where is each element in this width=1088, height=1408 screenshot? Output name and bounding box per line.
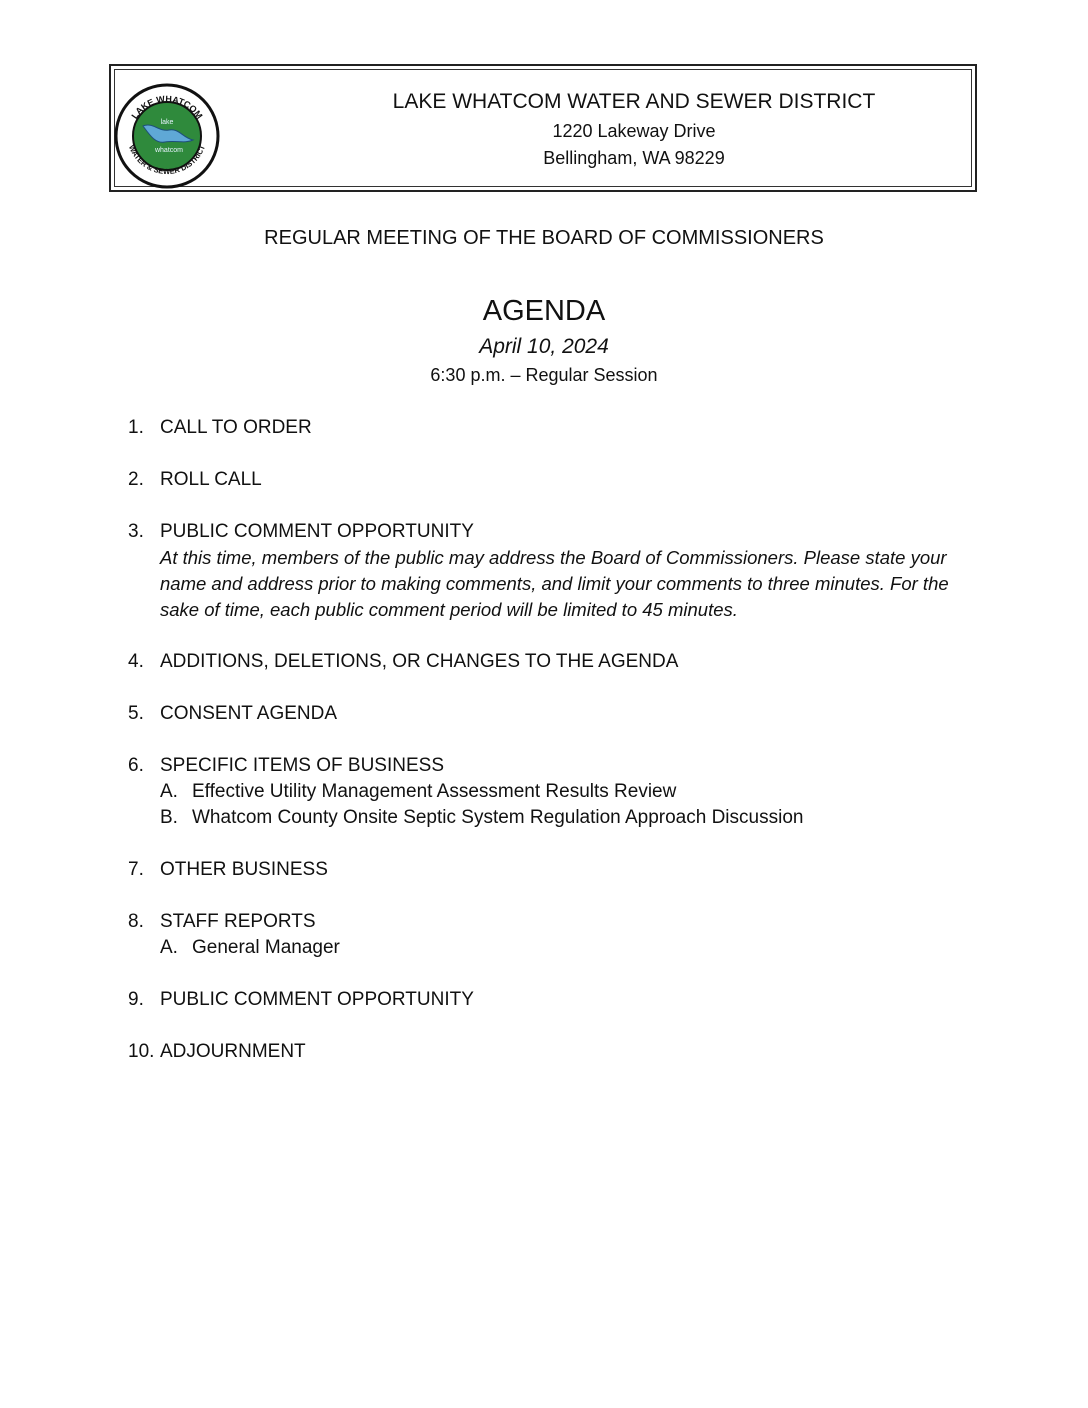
item-label: OTHER BUSINESS bbox=[160, 859, 328, 880]
agenda-item bbox=[128, 649, 958, 675]
item-number: 4. bbox=[128, 651, 144, 672]
item-number: 10. bbox=[128, 1041, 155, 1062]
item-label: ADDITIONS, DELETIONS, OR CHANGES TO THE AGENDA bbox=[160, 651, 679, 672]
sub-item bbox=[128, 935, 958, 961]
item-label: CALL TO ORDER bbox=[160, 417, 312, 438]
district-logo bbox=[113, 82, 221, 190]
item-label: ADJOURNMENT bbox=[160, 1041, 306, 1062]
agenda-item bbox=[128, 467, 958, 493]
public-comment-note: At this time, members of the public may address the Board of Commissioners. Please state your name and address prior to making comments, and limit your comments to three minutes. For the sake of time, each public comment period will be limited to 45 minutes. bbox=[160, 547, 949, 620]
meeting-title: REGULAR MEETING OF THE BOARD OF COMMISSIONERS bbox=[264, 227, 824, 249]
agenda-item bbox=[128, 701, 958, 727]
agenda-item bbox=[128, 753, 958, 831]
agenda-item bbox=[128, 909, 958, 961]
svg-text:whatcom: whatcom bbox=[154, 147, 184, 154]
agenda-title: AGENDA bbox=[482, 295, 606, 327]
item-number: 7. bbox=[128, 859, 144, 880]
sub-item-label: Whatcom County Onsite Septic System Regulation Approach Discussion bbox=[192, 807, 804, 828]
agenda-item bbox=[128, 857, 958, 883]
sub-item-label: General Manager bbox=[192, 937, 340, 958]
item-label: ROLL CALL bbox=[160, 469, 262, 490]
agenda-item bbox=[128, 519, 958, 623]
sub-item bbox=[128, 805, 958, 831]
sub-item-letter: A. bbox=[160, 937, 178, 958]
agenda-date: April 10, 2024 bbox=[479, 335, 609, 358]
svg-text:lake: lake bbox=[160, 119, 174, 126]
agenda-session: 6:30 p.m. – Regular Session bbox=[430, 365, 658, 385]
item-label: PUBLIC COMMENT OPPORTUNITY bbox=[160, 521, 474, 542]
org-name: LAKE WHATCOM WATER AND SEWER DISTRICT bbox=[392, 90, 876, 113]
item-label: SPECIFIC ITEMS OF BUSINESS bbox=[160, 755, 444, 776]
item-number: 1. bbox=[128, 417, 144, 438]
agenda-item bbox=[128, 1039, 958, 1065]
item-label: STAFF REPORTS bbox=[160, 911, 316, 932]
agenda-list bbox=[128, 415, 958, 1091]
agenda-item bbox=[128, 415, 958, 441]
svg-text:WATER & SEWER DISTRICT: WATER & SEWER DISTRICT bbox=[126, 143, 207, 177]
address-line-1: 1220 Lakeway Drive bbox=[552, 121, 716, 141]
item-number: 3. bbox=[128, 521, 144, 542]
sub-item-letter: B. bbox=[160, 807, 178, 828]
item-label: PUBLIC COMMENT OPPORTUNITY bbox=[160, 989, 474, 1010]
item-number: 6. bbox=[128, 755, 144, 776]
item-number: 8. bbox=[128, 911, 144, 932]
agenda-item bbox=[128, 987, 958, 1013]
item-label: CONSENT AGENDA bbox=[160, 703, 338, 724]
item-number: 2. bbox=[128, 469, 144, 490]
address-line-2: Bellingham, WA 98229 bbox=[543, 148, 725, 168]
svg-text:LAKE WHATCOM: LAKE WHATCOM bbox=[129, 93, 205, 121]
item-number: 9. bbox=[128, 989, 144, 1010]
sub-item-label: Effective Utility Management Assessment Results Review bbox=[192, 781, 677, 802]
sub-item bbox=[128, 779, 958, 805]
sub-item-letter: A. bbox=[160, 781, 178, 802]
item-number: 5. bbox=[128, 703, 144, 724]
